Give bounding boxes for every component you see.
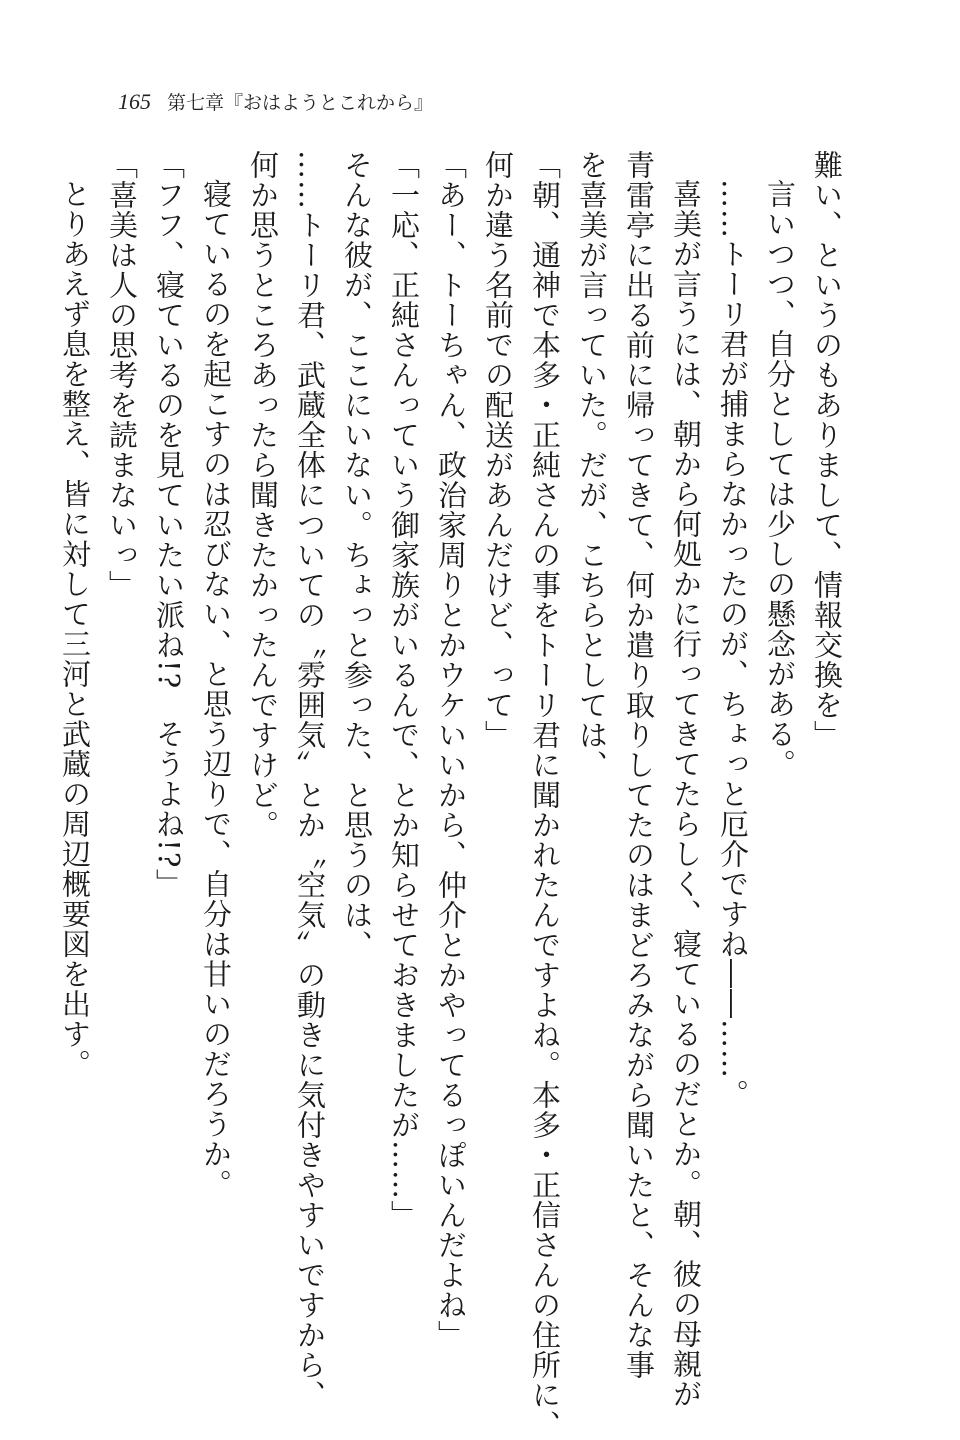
text-line: 青雷亭に出る前に帰ってきて、何か遣り取りしてたのはまどろみながら聞いたと、そんな事 xyxy=(622,150,656,1380)
text-line: 難い、というのもありまして、情報交換を」 xyxy=(810,150,844,750)
text-line: 「一応、正純さんっていう御家族がいるんで、とか知らせておきましたが……」 xyxy=(387,150,421,1230)
body-text xyxy=(58,150,850,1440)
text-line: 言いつつ、自分としては少しの懸念がある。 xyxy=(763,179,797,779)
text-line: 「フフ、寝ているのを見ていたい派ね!? そうよね!?」 xyxy=(152,150,186,899)
page-number: 165 xyxy=(118,89,151,114)
text-line: を喜美が言っていた。だが、こちらとしては、 xyxy=(575,150,609,780)
text-line: そんな彼が、ここにいない。ちょっと参った、と思うのは、 xyxy=(340,150,374,960)
text-line: 何か思うところあったら聞きたかったんですけど。 xyxy=(246,150,280,840)
text-line: 何か違う名前での配送があんだけど、って」 xyxy=(481,150,515,750)
text-line: 「喜美は人の思考を読まないっ」 xyxy=(105,150,139,600)
text-line: 喜美が言うには、朝から何処かに行ってきてたらしく、寝ているのだとか。朝、彼の母親が xyxy=(669,179,703,1409)
text-line: ……トーリ君、武蔵全体についての〝雰囲気〟とか〝空気〟の動きに気付きやすいですから、 xyxy=(293,150,327,1410)
running-header xyxy=(118,88,433,120)
text-line: 寝ているのを起こすのは忍びない、と思う辺りで、自分は甘いのだろうか。 xyxy=(199,179,233,1199)
text-line: とりあえず息を整え、皆に対して三河と武蔵の周辺概要図を出す。 xyxy=(58,179,92,1079)
chapter-title: 第七章『おはようとこれから』 xyxy=(167,92,434,114)
text-line: 「あー、トーちゃん、政治家周りとかウケいいから、仲介とかやってるっぽいんだよね」 xyxy=(434,150,468,1350)
text-line: ……トーリ君が捕まらなかったのが、ちょっと厄介ですね――……。 xyxy=(716,179,750,1109)
text-line: 「朝、通神で本多・正純さんの事をトーリ君に聞かれたんですよね。本多・正信さんの住所に、 xyxy=(528,150,562,1440)
